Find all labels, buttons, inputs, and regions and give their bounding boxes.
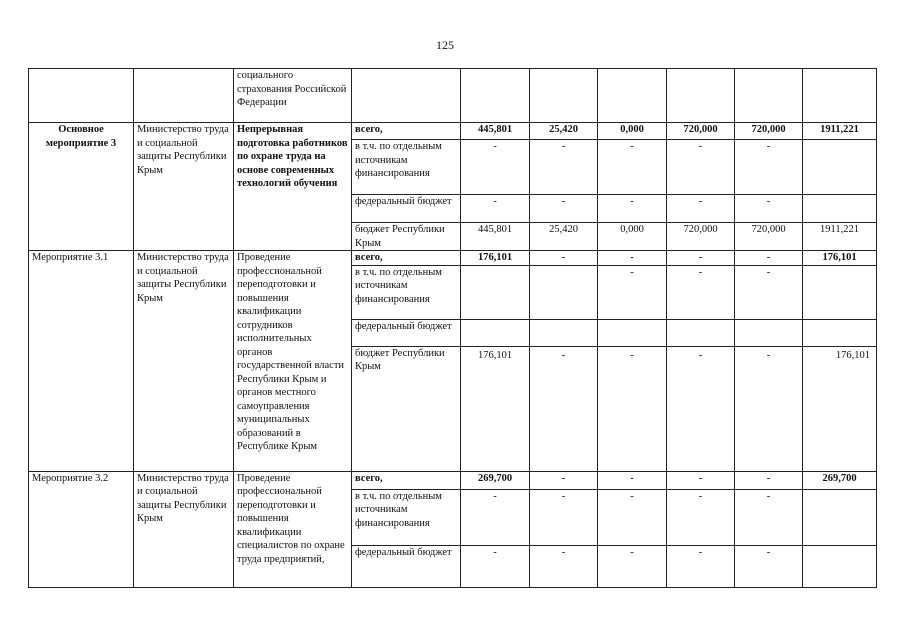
- cell-value: -: [735, 140, 803, 195]
- cell-source: федеральный бюджет: [352, 545, 461, 587]
- cell-value: 0,000: [598, 223, 667, 251]
- cell-source: всего,: [352, 251, 461, 266]
- cell-value: -: [461, 140, 530, 195]
- cell-value: -: [530, 545, 598, 587]
- cell-value: [530, 319, 598, 346]
- cell-value: -: [461, 489, 530, 545]
- cell-value: -: [598, 489, 667, 545]
- cell-source: в т.ч. по отдельным источникам финансирования: [352, 265, 461, 319]
- table-row: [29, 471, 877, 489]
- cell-measure-name: Мероприятие 3.1: [29, 251, 134, 472]
- cell-source: в т.ч. по отдельным источникам финансирования: [352, 489, 461, 545]
- cell-value: -: [598, 140, 667, 195]
- cell-source: федеральный бюджет: [352, 319, 461, 346]
- cell-value: 176,101: [803, 251, 877, 266]
- cell-value: [803, 140, 877, 195]
- cell-value: -: [598, 545, 667, 587]
- cell-value: [803, 319, 877, 346]
- cell-value: 269,700: [461, 471, 530, 489]
- cell-value: 1911,221: [803, 223, 877, 251]
- cell-value: [530, 265, 598, 319]
- cell-value: -: [461, 545, 530, 587]
- cell-measure-name: Основное мероприятие 3: [29, 123, 134, 251]
- cell-value: -: [735, 195, 803, 223]
- cell-value: 445,801: [461, 123, 530, 140]
- cell-value: -: [735, 471, 803, 489]
- cell-value: -: [735, 265, 803, 319]
- cell-value: -: [735, 489, 803, 545]
- cell-value: [803, 545, 877, 587]
- cell-value: [803, 195, 877, 223]
- cell-value: [735, 319, 803, 346]
- table-row: [29, 69, 877, 123]
- cell-value: 25,420: [530, 123, 598, 140]
- cell-value: -: [598, 346, 667, 471]
- cell-value: 445,801: [461, 223, 530, 251]
- cell-value: -: [530, 489, 598, 545]
- table-row: [29, 251, 877, 266]
- cell-value: 1911,221: [803, 123, 877, 140]
- cell-value: -: [530, 346, 598, 471]
- cell-value: 269,700: [803, 471, 877, 489]
- cell-value: -: [667, 489, 735, 545]
- cell-value: 0,000: [598, 123, 667, 140]
- cell-value: 25,420: [530, 223, 598, 251]
- cell-value: [461, 319, 530, 346]
- cell-value: [803, 265, 877, 319]
- cell-value: [461, 265, 530, 319]
- cell-value: -: [530, 471, 598, 489]
- cell-value: -: [667, 471, 735, 489]
- cell-value: [598, 319, 667, 346]
- cell-value: -: [530, 140, 598, 195]
- cell-value: -: [667, 265, 735, 319]
- budget-table: [28, 68, 877, 588]
- cell-source: всего,: [352, 471, 461, 489]
- cell-value: 720,000: [667, 123, 735, 140]
- cell-description: Проведение профессиональной переподготовки и повышения квалификации сотрудников исполнительных органов государственной власти Республики Крым и органов местного самоуправления муниципальных образований в Республике Крым: [234, 251, 352, 472]
- cell-value: 720,000: [735, 223, 803, 251]
- cell-value: -: [461, 195, 530, 223]
- cell-value: 176,101: [461, 251, 530, 266]
- table-row: [29, 123, 877, 140]
- cell-value: -: [530, 195, 598, 223]
- cell-description: Проведение профессиональной переподготовки и повышения квалификации специалистов по охране труда предприятий,: [234, 471, 352, 587]
- cell-value: 176,101: [461, 346, 530, 471]
- cell-value: 720,000: [667, 223, 735, 251]
- cell-value: -: [735, 346, 803, 471]
- page-number: 125: [436, 38, 454, 52]
- cell-source: федеральный бюджет: [352, 195, 461, 223]
- cell-value: -: [598, 265, 667, 319]
- cell-value: -: [598, 251, 667, 266]
- cell-description: социального страхования Российской Федерации: [234, 69, 352, 123]
- cell-value: -: [598, 471, 667, 489]
- cell-value: -: [598, 195, 667, 223]
- cell-value: -: [530, 251, 598, 266]
- cell-executor: Министерство труда и социальной защиты Республики Крым: [134, 471, 234, 587]
- cell-source: бюджет Республики Крым: [352, 346, 461, 471]
- cell-source: бюджет Республики Крым: [352, 223, 461, 251]
- cell-executor: Министерство труда и социальной защиты Республики Крым: [134, 123, 234, 251]
- cell-source: всего,: [352, 123, 461, 140]
- cell-value: 176,101: [803, 346, 877, 471]
- cell-measure-name: Мероприятие 3.2: [29, 471, 134, 587]
- cell-value: 720,000: [735, 123, 803, 140]
- cell-source: в т.ч. по отдельным источникам финансирования: [352, 140, 461, 195]
- cell-executor: Министерство труда и социальной защиты Республики Крым: [134, 251, 234, 472]
- cell-value: [667, 319, 735, 346]
- cell-description: Непрерывная подготовка работников по охране труда на основе современных технологий обучения: [234, 123, 352, 251]
- cell-value: -: [667, 195, 735, 223]
- cell-value: -: [667, 545, 735, 587]
- cell-value: -: [667, 251, 735, 266]
- cell-value: -: [735, 545, 803, 587]
- cell-value: -: [735, 251, 803, 266]
- cell-value: -: [667, 346, 735, 471]
- cell-value: -: [667, 140, 735, 195]
- cell-value: [803, 489, 877, 545]
